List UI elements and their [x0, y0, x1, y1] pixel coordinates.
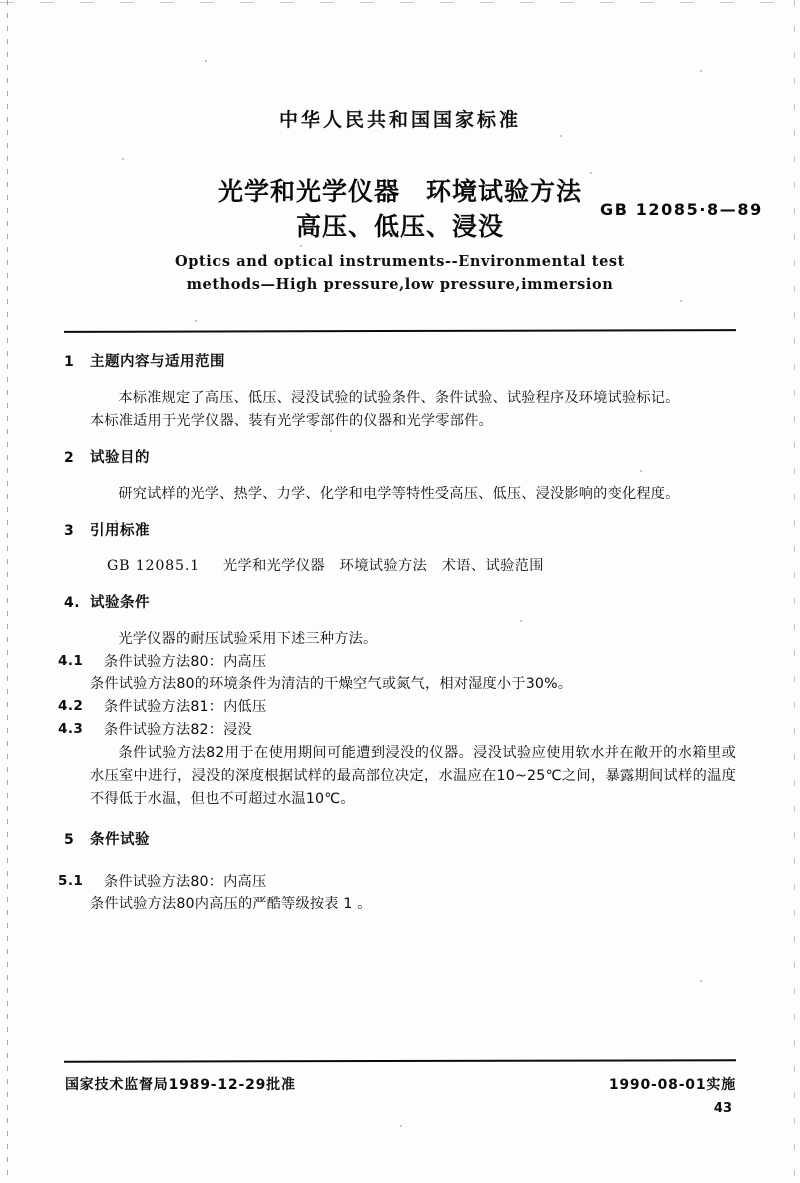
subsection-5-1	[0, 871, 800, 917]
subsection-4-1	[0, 651, 800, 697]
standard-number: GB 12085·8—89	[600, 200, 763, 219]
subsection-4-3-number: 4.3	[58, 721, 84, 738]
section-3-title: 引用标准	[90, 522, 150, 539]
subsection-4-1-number: 4.1	[58, 652, 84, 669]
page-issuer: 中华人民共和国国家标准	[278, 109, 521, 131]
section-2-title: 试验目的	[90, 449, 150, 466]
section-1-number: 1	[64, 354, 75, 370]
section-4-title: 试验条件	[90, 594, 150, 611]
section-1-heading	[64, 352, 736, 374]
section-2-heading	[64, 448, 736, 470]
subsection-4-2-heading	[58, 696, 736, 719]
subsection-4-1-paragraph-1: 条件试验方法80的环境条件为清洁的干燥空气或氮气，相对湿度小于30%。	[90, 676, 573, 693]
subsection-4-3-paragraph-1: 条件试验方法82用于在使用期间可能遭到浸没的仪器。浸没试验应使用软水并在敞开的水箱里或水压室中进行，浸没的深度根据试样的最高部位决定，水温应在10~25℃之间，暴露期间试样的温度不得低于水温，但也不可超过水温10℃。	[90, 744, 736, 807]
section-1-paragraph-1: 本标准规定了高压、低压、浸没试验的试验条件、条件试验、试验程序及环境试验标记。	[118, 389, 680, 406]
referenced-standard-code: GB 12085.1	[107, 558, 200, 575]
section-2-paragraph-1: 研究试样的光学、热学、力学、化学和电学等特性受高压、低压、浸没影响的变化程度。	[118, 485, 680, 502]
subsection-4-2	[0, 696, 800, 719]
subsection-4-2-title: 条件试验方法81：内低压	[104, 699, 267, 716]
subsection-4-3	[0, 719, 800, 811]
section-3-number: 3	[64, 522, 75, 539]
section-4-paragraph-1: 光学仪器的耐压试验采用下述三种方法。	[118, 630, 378, 647]
page-subtitle-en-line-2: methods—High pressure,low pressure,immersion	[186, 276, 614, 293]
subsection-4-3-heading	[58, 719, 736, 742]
section-2	[0, 448, 800, 506]
subsection-5-1-heading	[58, 871, 736, 894]
subsection-4-1-title: 条件试验方法80：内高压	[104, 653, 267, 670]
subsection-4-2-number: 4.2	[58, 698, 84, 715]
section-3-heading	[64, 521, 736, 543]
footer-divider-rule	[64, 1059, 736, 1062]
section-5	[0, 830, 800, 852]
scan-edge-artifact-top	[0, 2, 800, 3]
header-divider-rule	[64, 329, 736, 333]
page-subtitle-en-line-1: Optics and optical instruments--Environmental test	[175, 253, 625, 270]
section-2-number: 2	[64, 449, 75, 466]
page-number: 43	[713, 1101, 732, 1116]
subsection-4-1-heading	[58, 651, 736, 674]
section-4-number: 4.	[64, 594, 81, 611]
section-4-heading	[64, 593, 736, 615]
referenced-standard-title: 光学和光学仪器 环境试验方法 术语、试验范围	[222, 558, 544, 575]
subsection-4-3-title: 条件试验方法82：浸没	[104, 722, 252, 739]
page-title-line-2: 高压、低压、浸没	[295, 212, 504, 241]
subsection-5-1-number: 5.1	[58, 872, 84, 889]
section-4	[0, 593, 800, 651]
referenced-standard-line	[90, 555, 736, 578]
subsection-5-1-paragraph-1: 条件试验方法80内高压的严酷等级按表 1 。	[90, 896, 372, 913]
section-1	[0, 352, 800, 433]
section-3	[0, 521, 800, 578]
subsection-5-1-title: 条件试验方法80：内高压	[104, 873, 267, 890]
footer-implementation-text: 1990-08-01实施	[608, 1077, 736, 1093]
document-body	[0, 352, 800, 916]
section-5-heading	[64, 830, 736, 852]
section-1-title: 主题内容与适用范围	[90, 354, 225, 370]
section-1-paragraph-2: 本标准适用于光学仪器、装有光学零部件的仪器和光学零部件。	[90, 412, 493, 429]
footer-approval-text: 国家技术监督局1989-12-29批准	[65, 1077, 296, 1093]
section-5-number: 5	[64, 831, 75, 848]
page-title-line-1: 光学和光学仪器 环境试验方法	[217, 177, 582, 206]
section-5-title: 条件试验	[90, 831, 150, 848]
